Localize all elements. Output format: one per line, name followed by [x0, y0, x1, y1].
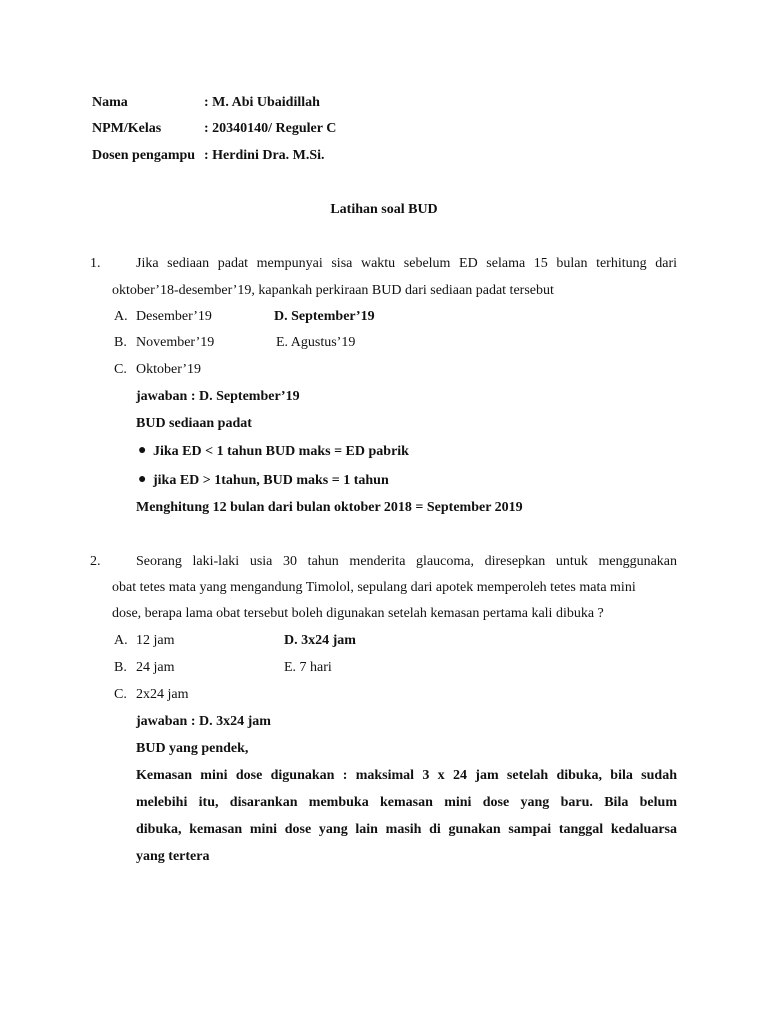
- q2-option-a: 12 jam: [136, 633, 175, 648]
- q1-option-c: Oktober’19: [136, 362, 202, 377]
- q1-line-2: oktober’18-desember’19, kapankah perkiraan BUD dari sediaan padat tersebut: [112, 283, 554, 298]
- q2-line-2: obat tetes mata yang mengandung Timolol, sepulang dari apotek memperoleh tetes mata mini: [112, 580, 636, 595]
- q1-bullet-1: Jika ED < 1 tahun BUD maks = ED pabrik: [153, 444, 409, 459]
- q1-option-b: November’19: [136, 335, 215, 350]
- q1-option-c-letter: C.: [114, 362, 127, 377]
- q1-heading: BUD sediaan padat: [136, 416, 252, 431]
- nama-value: : M. Abi Ubaidillah: [204, 95, 320, 110]
- q2-number: 2.: [90, 554, 101, 569]
- dosen-value: : Herdini Dra. M.Si.: [204, 148, 325, 163]
- q1-bullet-2: jika ED > 1tahun, BUD maks = 1 tahun: [153, 473, 389, 488]
- q2-option-c-letter: C.: [114, 687, 127, 702]
- q1-line-1: Jika sediaan padat mempunyai sisa waktu sebelum ED selama 15 bulan terhitung dari: [136, 256, 677, 271]
- q2-option-e: E. 7 hari: [284, 660, 332, 675]
- q1-option-e: E. Agustus’19: [276, 335, 356, 350]
- q1-number: 1.: [90, 256, 101, 271]
- page-title: Latihan soal BUD: [330, 202, 438, 217]
- npm-label: NPM/Kelas: [92, 121, 162, 136]
- q2-option-d: D. 3x24 jam: [284, 633, 356, 648]
- q2-explanation-line-2: melebihi itu, disarankan membuka kemasan mini dose yang baru. Bila belum: [136, 795, 677, 810]
- q2-explanation-line-1: Kemasan mini dose digunakan : maksimal 3 x 24 jam setelah dibuka, bila sudah: [136, 768, 677, 783]
- q1-conclusion: Menghitung 12 bulan dari bulan oktober 2018 = September 2019: [136, 500, 523, 515]
- q2-line-1: Seorang laki-laki usia 30 tahun menderita glaucoma, diresepkan untuk menggunakan: [136, 554, 677, 569]
- npm-value: : 20340140/ Reguler C: [204, 121, 337, 136]
- bullet-dot-icon: ●: [138, 472, 147, 487]
- q2-heading: BUD yang pendek,: [136, 741, 249, 756]
- q1-option-d: D. September’19: [274, 309, 375, 324]
- q2-option-b-letter: B.: [114, 660, 127, 675]
- q2-explanation-line-3: dibuka, kemasan mini dose yang lain masih di gunakan sampai tanggal kedaluarsa: [136, 822, 677, 837]
- q2-answer: jawaban : D. 3x24 jam: [136, 714, 271, 729]
- q1-option-b-letter: B.: [114, 335, 127, 350]
- q1-answer: jawaban : D. September’19: [136, 389, 300, 404]
- q1-option-a: Desember’19: [136, 309, 212, 324]
- bullet-dot-icon: ●: [138, 443, 147, 458]
- q2-option-c: 2x24 jam: [136, 687, 189, 702]
- q2-explanation-line-4: yang tertera: [136, 849, 210, 864]
- q2-option-a-letter: A.: [114, 633, 128, 648]
- q2-option-b: 24 jam: [136, 660, 175, 675]
- q1-option-a-letter: A.: [114, 309, 128, 324]
- nama-label: Nama: [92, 95, 128, 110]
- dosen-label: Dosen pengampu: [92, 148, 196, 163]
- q2-line-3: dose, berapa lama obat tersebut boleh digunakan setelah kemasan pertama kali dibuka ?: [112, 606, 604, 621]
